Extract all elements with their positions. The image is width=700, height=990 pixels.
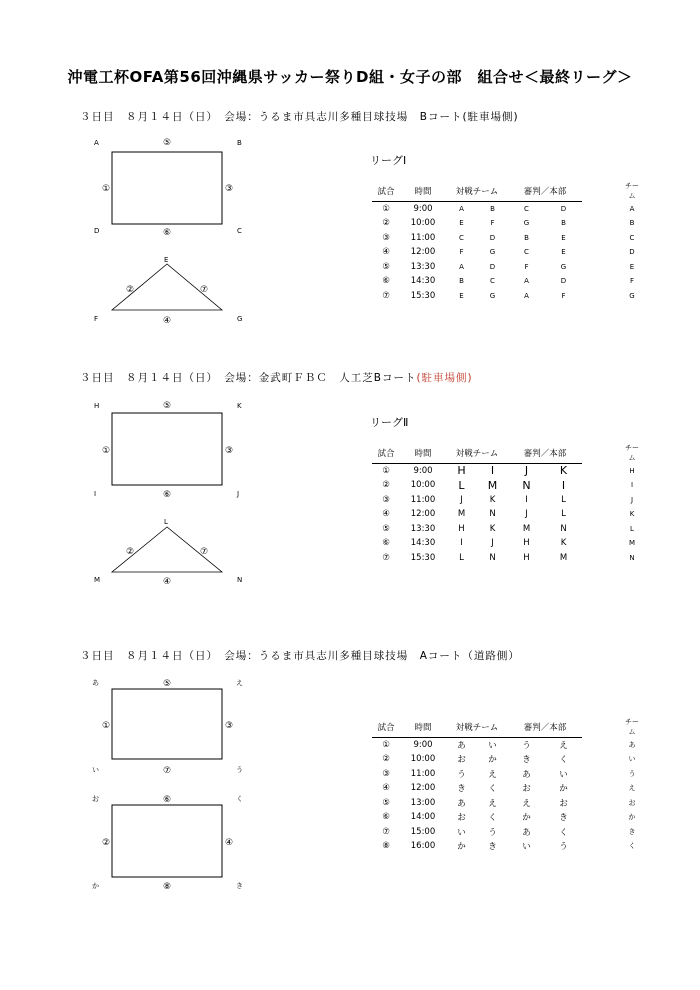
team2-cell: D <box>489 262 496 271</box>
team-list-item: C <box>629 233 635 242</box>
time-cell: 9:00 <box>413 465 433 476</box>
time-cell: 11:00 <box>410 494 436 505</box>
time-cell: 10:00 <box>410 480 436 491</box>
referee-cell: G <box>523 219 530 228</box>
hq-cell: G <box>560 262 567 271</box>
match-no-cell: ② <box>382 754 390 765</box>
match-number: ⑥ <box>162 228 172 238</box>
venue-info-highlight: (駐車場側) <box>416 372 473 384</box>
time-cell: 13:30 <box>410 523 436 534</box>
team1-cell: H <box>457 464 466 478</box>
team-list-item: く <box>628 842 636 851</box>
time-cell: 12:00 <box>410 783 436 794</box>
corner-label: う <box>236 766 243 774</box>
team1-cell: B <box>459 277 464 286</box>
hq-cell: く <box>559 827 568 838</box>
team-list-item: B <box>629 219 635 228</box>
hq-cell: L <box>561 494 566 505</box>
match-no-cell: ⑤ <box>382 523 390 534</box>
team1-cell: H <box>458 523 465 534</box>
team1-cell: お <box>457 755 466 766</box>
time-cell: 9:00 <box>413 739 433 750</box>
match-number: ⑦ <box>199 285 209 295</box>
referee-cell: え <box>522 798 531 809</box>
team2-cell: I <box>490 464 495 478</box>
hq-cell: え <box>559 740 568 751</box>
table-row <box>372 796 642 811</box>
hq-cell: K <box>560 538 567 549</box>
corner-label: あ <box>92 679 99 687</box>
match-number: ⑥ <box>162 795 172 805</box>
team-list-item: え <box>628 784 636 793</box>
hq-cell: L <box>561 509 566 520</box>
team2-cell: N <box>489 552 496 563</box>
team2-cell: D <box>489 233 496 242</box>
league-name-1: リーグⅠ <box>370 154 407 167</box>
team2-cell: C <box>490 277 495 286</box>
match-no-cell: ① <box>382 203 390 214</box>
match-number: ③ <box>224 721 234 731</box>
match-number: ③ <box>224 184 234 194</box>
hq-cell: F <box>561 291 566 300</box>
header-ref: 審判／本部 <box>508 181 582 201</box>
corner-label: N <box>237 576 243 584</box>
table-row <box>372 781 642 796</box>
match-number: ① <box>101 721 111 731</box>
match-no-cell: ③ <box>382 494 390 505</box>
time-cell: 13:00 <box>410 797 436 808</box>
team-list-item: お <box>628 798 636 807</box>
hq-cell: D <box>560 204 567 213</box>
time-cell: 14:00 <box>410 812 436 823</box>
team-list-item: か <box>628 813 636 822</box>
match-number: ② <box>125 547 135 557</box>
referee-cell: あ <box>522 827 531 838</box>
match-number: ⑦ <box>199 547 209 557</box>
match-no-cell: ⑦ <box>382 552 390 563</box>
referee-cell: う <box>522 740 531 751</box>
header-no: 試合 <box>372 717 400 737</box>
match-number: ② <box>125 285 135 295</box>
corner-label: H <box>94 402 100 410</box>
header-team: チーム <box>625 718 639 736</box>
table-header <box>372 717 642 737</box>
team-list-item: あ <box>628 740 636 749</box>
team2-cell: J <box>491 538 494 549</box>
team-list-item: い <box>628 755 636 764</box>
apex-label: L <box>164 518 168 526</box>
league-name-2: リーグⅡ <box>370 416 409 429</box>
table-row <box>372 825 642 840</box>
team-list-item: F <box>629 277 635 286</box>
referee-cell: J <box>525 509 528 520</box>
page-title: 沖電工杯OFA第56回沖縄県サッカー祭りD組・女子の部 組合せ＜最終リーグ＞ <box>67 68 633 86</box>
table-row <box>372 752 642 767</box>
team1-cell: い <box>457 827 466 838</box>
team1-cell: A <box>459 262 464 271</box>
referee-cell: H <box>523 538 530 549</box>
match-number: ④ <box>224 838 234 848</box>
match-number: ⑧ <box>162 882 172 892</box>
corner-label: J <box>237 490 240 498</box>
diagram-square <box>112 689 222 759</box>
team-list-item: H <box>629 466 635 475</box>
team-list-item: J <box>630 495 634 504</box>
time-cell: 10:00 <box>410 754 436 765</box>
team1-cell: き <box>457 784 466 795</box>
corner-label: お <box>92 795 99 803</box>
team-list-item: L <box>630 524 634 533</box>
match-number: ⑤ <box>162 138 172 148</box>
hq-cell: E <box>561 233 566 242</box>
match-no-cell: ⑤ <box>382 797 390 808</box>
team-list-item: A <box>629 204 635 213</box>
team1-cell: E <box>459 219 464 228</box>
team1-cell: あ <box>457 740 466 751</box>
team1-cell: L <box>458 478 465 492</box>
team1-cell: J <box>460 494 463 505</box>
time-cell: 15:30 <box>410 290 436 301</box>
referee-cell: I <box>525 494 528 505</box>
team2-cell: う <box>488 827 497 838</box>
hq-cell: D <box>560 277 567 286</box>
corner-label: い <box>92 766 99 774</box>
header-time: 時間 <box>400 181 446 201</box>
hq-cell: B <box>561 219 566 228</box>
team2-cell: き <box>488 842 497 853</box>
referee-cell: N <box>522 478 531 492</box>
match-no-cell: ⑦ <box>382 826 390 837</box>
team2-cell: K <box>489 494 496 505</box>
corner-label: き <box>236 882 243 890</box>
team2-cell: え <box>488 769 497 780</box>
match-no-cell: ④ <box>382 509 390 520</box>
team1-cell: L <box>459 552 464 563</box>
match-no-cell: ⑧ <box>382 841 390 852</box>
team1-cell: E <box>459 291 464 300</box>
corner-label: G <box>237 315 243 323</box>
team-list-item: K <box>629 510 635 519</box>
diagram-square <box>112 805 222 877</box>
match-number: ⑦ <box>162 766 172 776</box>
time-cell: 10:00 <box>410 218 436 229</box>
header-team: チーム <box>625 182 639 200</box>
referee-cell: き <box>522 755 531 766</box>
team2-cell: M <box>487 478 498 492</box>
team2-cell: K <box>489 523 496 534</box>
match-number: ① <box>101 446 111 456</box>
team2-cell: F <box>490 219 495 228</box>
hq-cell: お <box>559 798 568 809</box>
team1-cell: F <box>459 248 464 257</box>
time-cell: 11:00 <box>410 768 436 779</box>
hq-cell: う <box>559 842 568 853</box>
referee-cell: あ <box>522 769 531 780</box>
team-list-item: G <box>629 291 635 300</box>
referee-cell: M <box>522 523 531 534</box>
match-number: ⑤ <box>162 679 172 689</box>
referee-cell: F <box>524 262 529 271</box>
match-no-cell: ⑥ <box>382 276 390 287</box>
header-time: 時間 <box>400 443 446 463</box>
schedule-table-3 <box>372 717 642 854</box>
team-list-item: I <box>630 481 634 490</box>
match-number: ④ <box>162 316 172 326</box>
team1-cell: あ <box>457 798 466 809</box>
corner-label: K <box>237 402 242 410</box>
team2-cell: え <box>488 798 497 809</box>
venue-info-text: ３日目 ８月１４日（日） 会場：うるま市具志川多種目球技場 Aコート（道路側） <box>80 650 520 662</box>
time-cell: 15:00 <box>410 826 436 837</box>
time-cell: 15:30 <box>410 552 436 563</box>
match-no-cell: ⑤ <box>382 261 390 272</box>
match-no-cell: ① <box>382 739 390 750</box>
team-list-item: N <box>629 553 635 562</box>
referee-cell: い <box>522 842 531 853</box>
apex-label: E <box>164 256 169 264</box>
corner-label: B <box>237 139 242 147</box>
team1-cell: I <box>460 538 463 549</box>
match-number: ② <box>101 838 111 848</box>
team1-cell: A <box>459 204 464 213</box>
corner-label: F <box>94 315 99 323</box>
corner-label: D <box>94 227 100 235</box>
match-no-cell: ② <box>382 480 390 491</box>
time-cell: 13:30 <box>410 261 436 272</box>
referee-cell: C <box>524 248 529 257</box>
corner-label: え <box>236 679 243 687</box>
hq-cell: M <box>559 552 568 563</box>
corner-label: か <box>92 882 99 890</box>
match-number: ④ <box>162 577 172 587</box>
table-row <box>372 737 642 752</box>
table-row <box>372 767 642 782</box>
team1-cell: M <box>457 509 466 520</box>
team-list-item: E <box>629 262 635 271</box>
team-list-item: き <box>628 827 636 836</box>
table-row <box>372 810 642 825</box>
time-cell: 12:00 <box>410 247 436 258</box>
match-no-cell: ⑥ <box>382 538 390 549</box>
match-no-cell: ① <box>382 465 390 476</box>
team2-cell: N <box>489 509 496 520</box>
match-no-cell: ④ <box>382 783 390 794</box>
referee-cell: A <box>524 291 529 300</box>
header-teams: 対戦チーム <box>446 717 508 737</box>
match-number: ① <box>101 184 111 194</box>
corner-label: C <box>237 227 242 235</box>
match-number: ③ <box>224 446 234 456</box>
hq-cell: い <box>559 769 568 780</box>
corner-label: I <box>94 490 97 498</box>
match-no-cell: ④ <box>382 247 390 258</box>
match-no-cell: ② <box>382 218 390 229</box>
team1-cell: か <box>457 842 466 853</box>
header-no: 試合 <box>372 181 400 201</box>
time-cell: 12:00 <box>410 509 436 520</box>
time-cell: 9:00 <box>413 203 433 214</box>
team2-cell: か <box>488 755 497 766</box>
header-ref: 審判／本部 <box>508 443 582 463</box>
match-no-cell: ⑦ <box>382 290 390 301</box>
hq-cell: N <box>560 523 567 534</box>
header-teams: 対戦チーム <box>446 443 508 463</box>
header-time: 時間 <box>400 717 446 737</box>
corner-label: A <box>94 139 99 147</box>
team2-cell: G <box>489 248 496 257</box>
time-cell: 14:30 <box>410 538 436 549</box>
corner-label: M <box>94 576 101 584</box>
match-no-cell: ③ <box>382 232 390 243</box>
hq-cell: か <box>559 784 568 795</box>
hq-cell: く <box>559 755 568 766</box>
hq-cell: I <box>561 478 566 492</box>
venue-info-text: ３日目 ８月１４日（日） 会場：うるま市具志川多種目球技場 Bコート(駐車場側) <box>80 111 519 123</box>
team-list-item: M <box>628 539 636 548</box>
venue-info-text: ３日目 ８月１４日（日） 会場：金武町ＦＢＣ 人工芝Bコート <box>80 372 417 384</box>
team2-cell: く <box>488 784 497 795</box>
referee-cell: H <box>523 552 530 563</box>
header-team: チーム <box>625 444 639 462</box>
match-number: ⑤ <box>162 401 172 411</box>
team1-cell: C <box>459 233 464 242</box>
hq-cell: K <box>559 464 568 478</box>
match-no-cell: ⑥ <box>382 812 390 823</box>
team2-cell: い <box>488 740 497 751</box>
referee-cell: C <box>524 204 529 213</box>
referee-cell: か <box>522 813 531 824</box>
match-no-cell: ③ <box>382 768 390 779</box>
referee-cell: B <box>524 233 529 242</box>
hq-cell: E <box>561 248 566 257</box>
header-ref: 審判／本部 <box>508 717 582 737</box>
team-list-item: D <box>629 248 635 257</box>
team1-cell: う <box>457 769 466 780</box>
header-teams: 対戦チーム <box>446 181 508 201</box>
referee-cell: A <box>524 277 529 286</box>
team1-cell: お <box>457 813 466 824</box>
time-cell: 11:00 <box>410 232 436 243</box>
referee-cell: お <box>522 784 531 795</box>
hq-cell: き <box>559 813 568 824</box>
time-cell: 16:00 <box>410 841 436 852</box>
referee-cell: J <box>524 464 529 478</box>
team-list-item: う <box>628 769 636 778</box>
team2-cell: G <box>489 291 496 300</box>
header-no: 試合 <box>372 443 400 463</box>
table-row <box>372 839 642 854</box>
corner-label: く <box>236 795 243 803</box>
match-number: ⑥ <box>162 490 172 500</box>
team2-cell: B <box>490 204 495 213</box>
time-cell: 14:30 <box>410 276 436 287</box>
team2-cell: く <box>488 813 497 824</box>
